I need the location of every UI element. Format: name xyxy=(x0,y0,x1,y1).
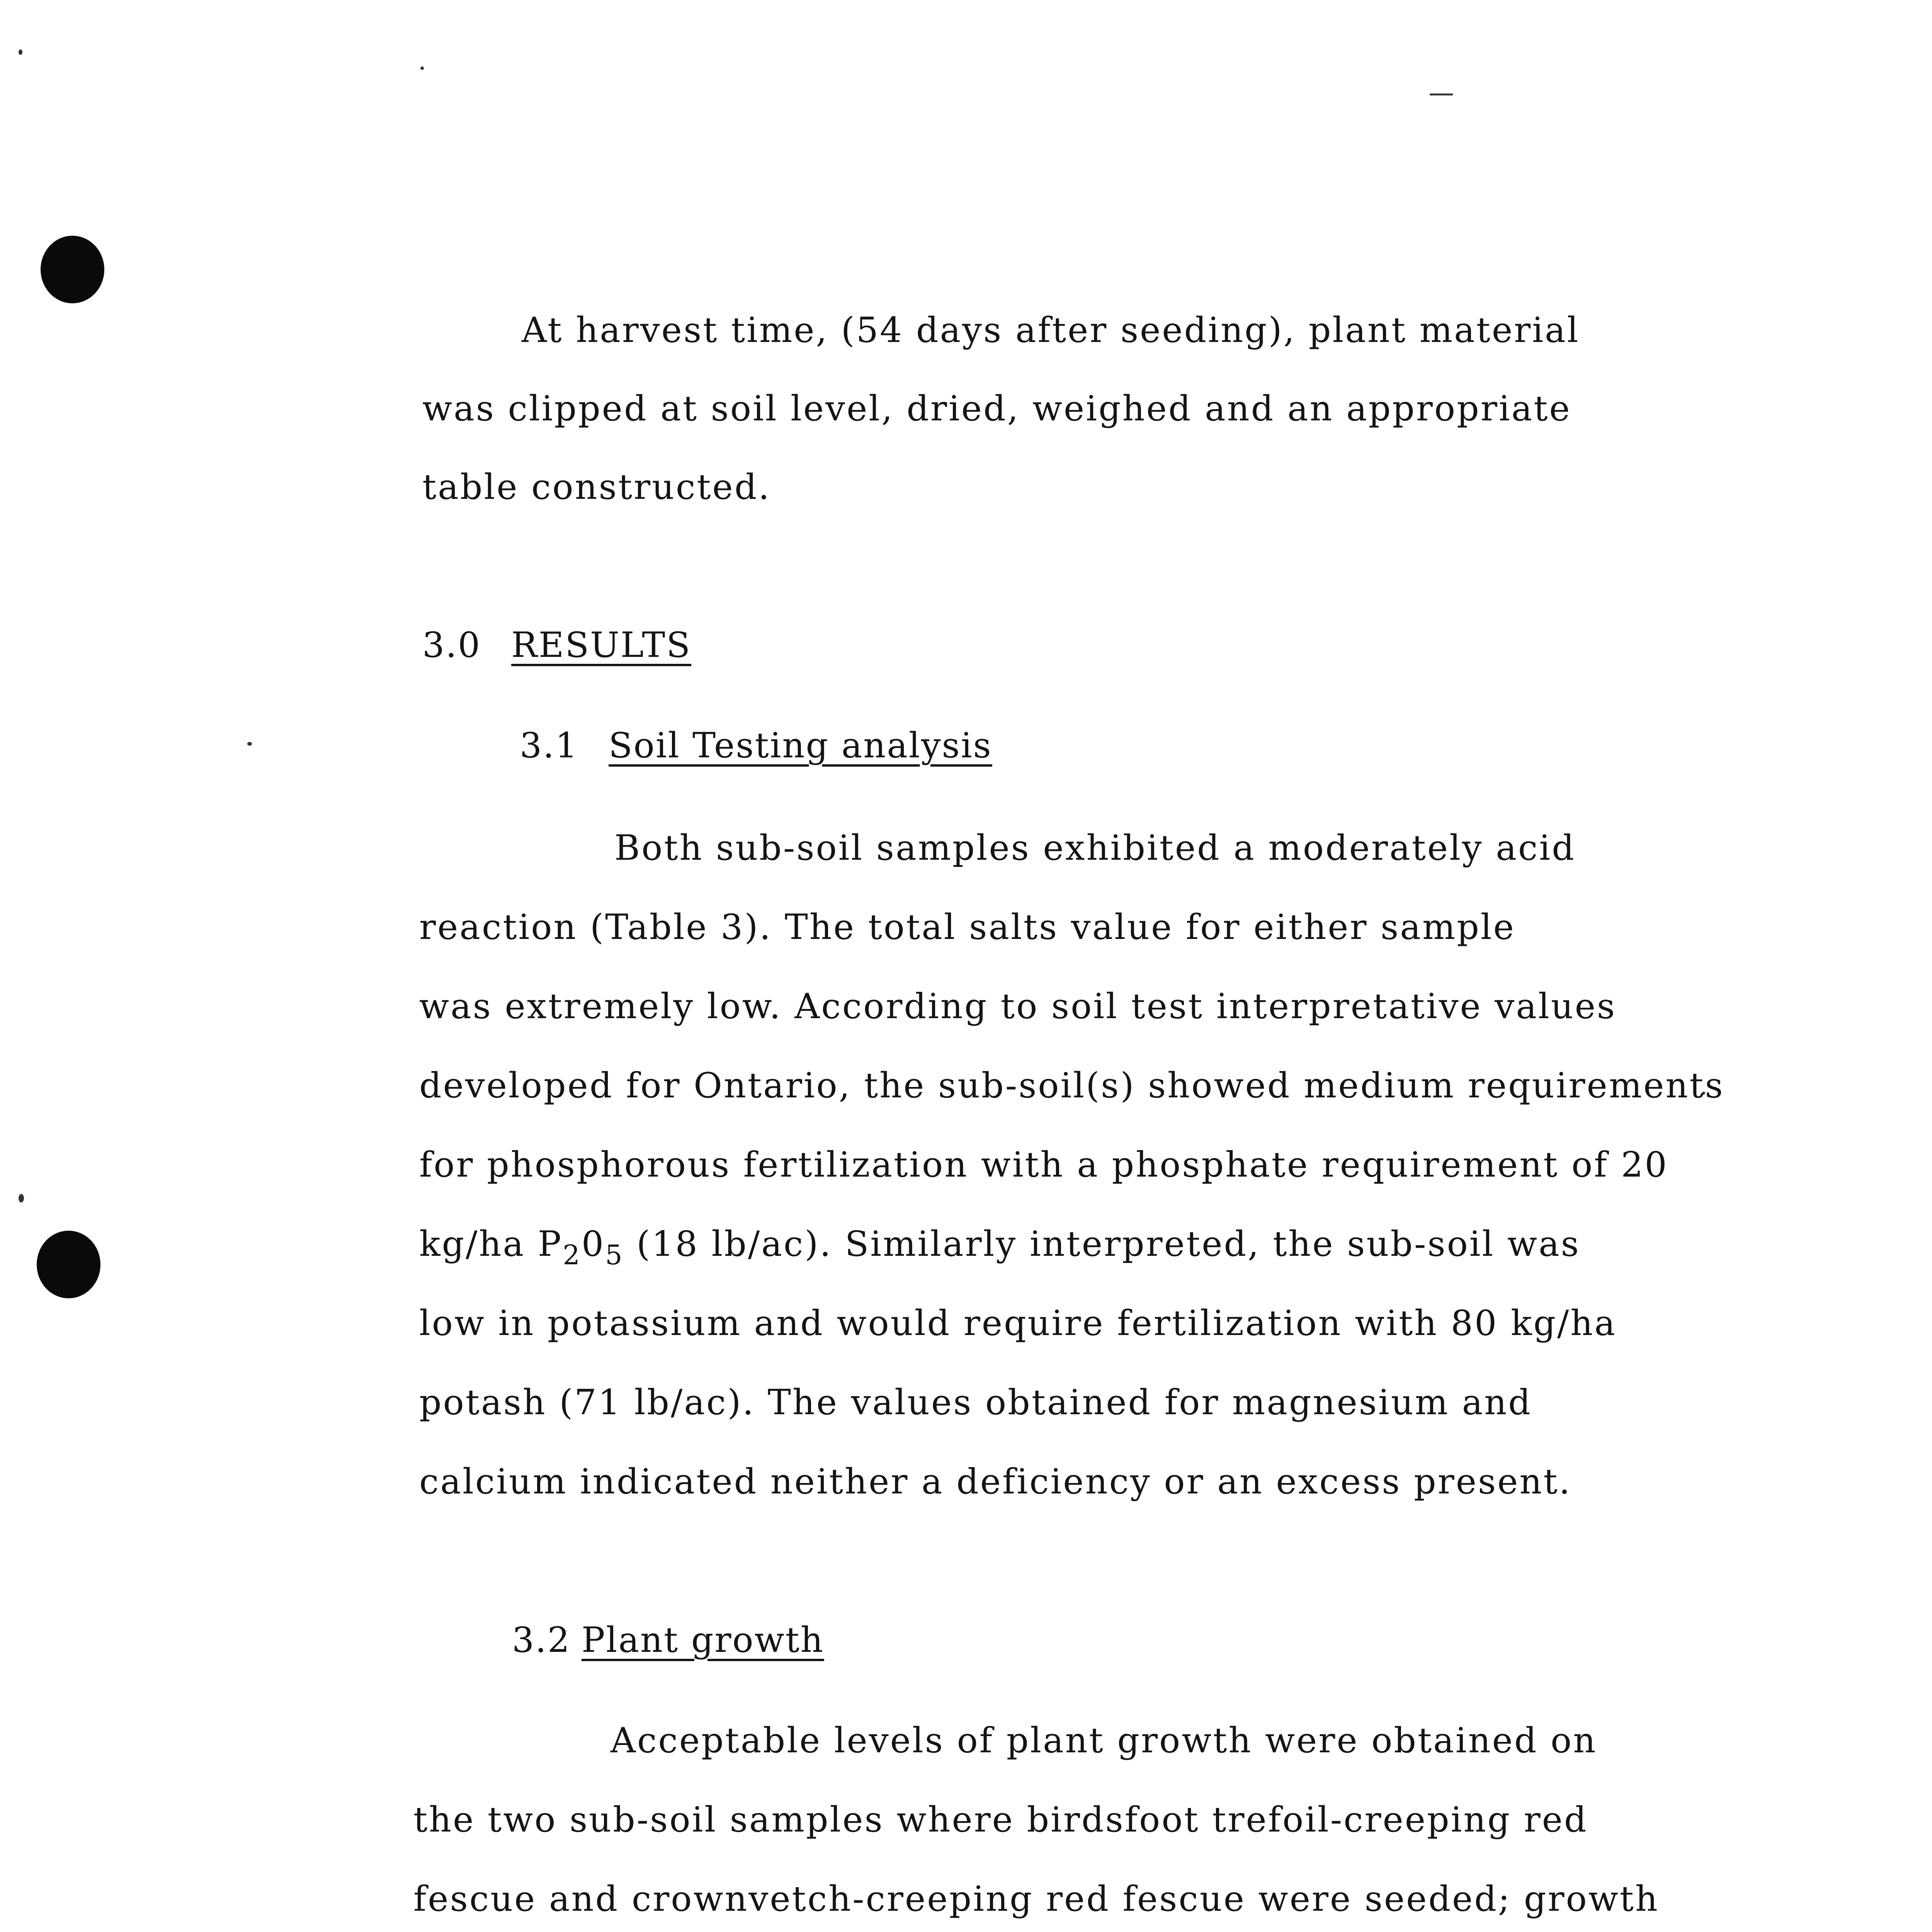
section-number: 3.1 xyxy=(520,725,579,766)
paragraph-line: low in potassium and would require fertilization with 80 kg/ha xyxy=(419,1303,1617,1344)
formula-suffix: (18 lb/ac). Similarly interpreted, the sub-soil was xyxy=(624,1224,1580,1264)
scan-speck xyxy=(1430,94,1453,95)
paragraph-line: potash (71 lb/ac). The values obtained for magnesium and xyxy=(419,1382,1532,1423)
subsection-heading-soil-testing xyxy=(520,725,992,766)
paragraph-line: table constructed. xyxy=(422,467,771,507)
paragraph-line: reaction (Table 3). The total salts value for either sample xyxy=(419,907,1515,947)
paragraph-line: At harvest time, (54 days after seeding), plant material xyxy=(522,310,1580,350)
punch-hole-middle xyxy=(37,1231,100,1298)
paragraph-line: Both sub-soil samples exhibited a moderately acid xyxy=(614,828,1576,868)
paragraph-line: the two sub-soil samples where birdsfoot trefoil-creeping red xyxy=(413,1799,1588,1840)
scan-speck xyxy=(19,1194,24,1202)
formula-subscript: 2 xyxy=(563,1239,582,1271)
section-title: Plant growth xyxy=(582,1620,824,1660)
section-title: Soil Testing analysis xyxy=(609,725,992,766)
scan-speck xyxy=(247,742,252,746)
paragraph-line: developed for Ontario, the sub-soil(s) showed medium requirements xyxy=(419,1065,1725,1106)
section-number: 3.0 xyxy=(422,625,481,665)
formula-subscript: 5 xyxy=(605,1239,624,1271)
formula-prefix: kg/ha P xyxy=(419,1224,563,1264)
paragraph-line-formula xyxy=(419,1224,1580,1271)
paragraph-line: calcium indicated neither a deficiency or an excess present. xyxy=(419,1461,1572,1502)
paragraph-line: was clipped at soil level, dried, weighed and an appropriate xyxy=(422,388,1571,429)
paragraph-line: was extremely low. According to soil test interpretative values xyxy=(419,986,1617,1027)
formula-middle: 0 xyxy=(581,1224,605,1264)
paragraph-line: fescue and crownvetch-creeping red fescue were seeded; growth xyxy=(413,1879,1659,1919)
paragraph-line: for phosphorous fertilization with a phosphate requirement of 20 xyxy=(419,1145,1668,1185)
punch-hole-top xyxy=(41,236,104,303)
scan-speck xyxy=(19,49,22,55)
section-heading-results xyxy=(422,625,692,665)
section-title: RESULTS xyxy=(511,625,692,665)
subsection-heading-plant-growth xyxy=(512,1620,824,1660)
section-number: 3.2 xyxy=(512,1620,571,1660)
paragraph-line: Acceptable levels of plant growth were obtained on xyxy=(611,1720,1597,1761)
scan-speck xyxy=(420,66,424,70)
